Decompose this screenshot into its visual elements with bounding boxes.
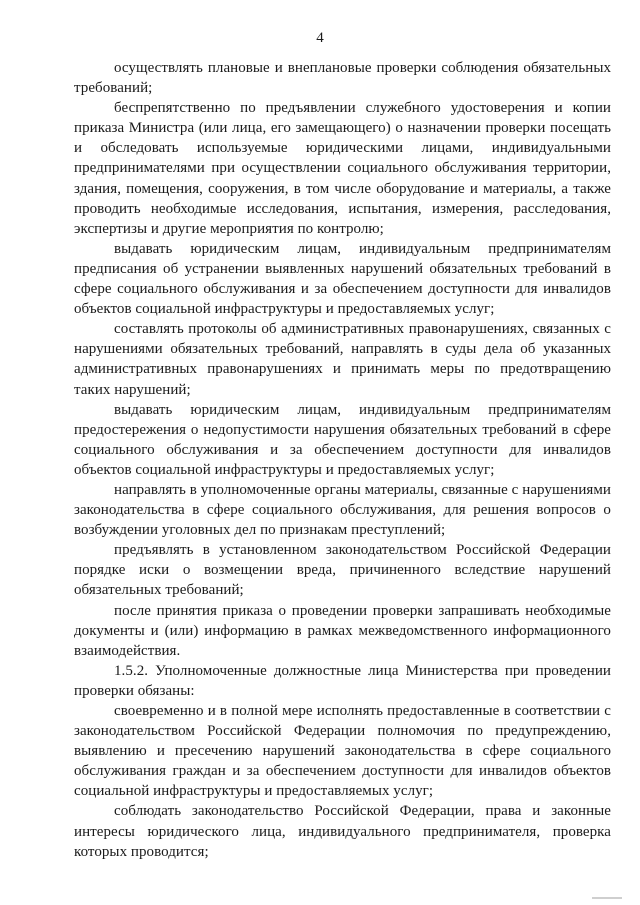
scan-edge-mark [592,897,622,899]
paragraph: осуществлять плановые и внеплановые проверки соблюдения обязательных требований; [74,60,611,97]
paragraph: своевременно и в полной мере исполнять предоставленные в соответствии с законодательством Российской Федерации полномочия по предупреждению, выявлению и пресечению нарушений законодательства в сфере социального обслуживания граждан и за обеспечением доступности для инвалидов объектов социальной инфраструктуры и предоставляемых услуг; [74,703,611,800]
paragraph: беспрепятственно по предъявлении служебного удостоверения и копии приказа Министра (или лица, его замещающего) о назначении проверки посещать и обследовать используемые юридическими лицами, индивидуальными предпринимателями при осуществлении социального обслуживания территории, здания, помещения, сооружения, в том числе оборудование и материалы, а также проводить необходимые исследования, испытания, измерения, расследования, экспертизы и другие мероприятия по контролю; [74,100,611,237]
paragraph: выдавать юридическим лицам, индивидуальным предпринимателям предостережения о недопустимости нарушения обязательных требований в сфере социального обслуживания и за обеспечением доступности для инвалидов объектов социальной инфраструктуры и предоставляемых услуг; [74,401,611,478]
page-number: 4 [316,30,324,46]
paragraph: выдавать юридическим лицам, индивидуальным предпринимателям предписания об устранении выявленных нарушений обязательных требований в сфере социального обслуживания и за обеспечением доступности для инвалидов объектов социальной инфраструктуры и предоставляемых услуг; [74,240,611,318]
document-body [74,58,611,862]
section-paragraph: 1.5.2. Уполномоченные должностные лица Министерства при проведении проверки обязаны: [74,662,611,699]
paragraph: направлять в уполномоченные органы материалы, связанные с нарушениями законодательства в сфере социального обслуживания, для решения вопросов о возбуждении уголовных дел по признакам преступлений; [74,481,611,539]
paragraph: после принятия приказа о проведении проверки запрашивать необходимые документы и (или) информацию в рамках межведомственного информационного взаимодействия. [74,602,611,659]
paragraph: предъявлять в установленном законодательством Российской Федерации порядке иски о возмещении вреда, причиненного вследствие нарушений обязательных требований; [74,542,611,599]
paragraph: соблюдать законодательство Российской Федерации, права и законные интересы юридического лица, индивидуального предпринимателя, проверка которых проводится; [74,803,611,860]
paragraph: составлять протоколы об административных правонарушениях, связанных с нарушениями обязательных требований, направлять в суды дела об указанных административных правонарушениях и принимать меры по предотвращению таких нарушений; [74,321,611,398]
